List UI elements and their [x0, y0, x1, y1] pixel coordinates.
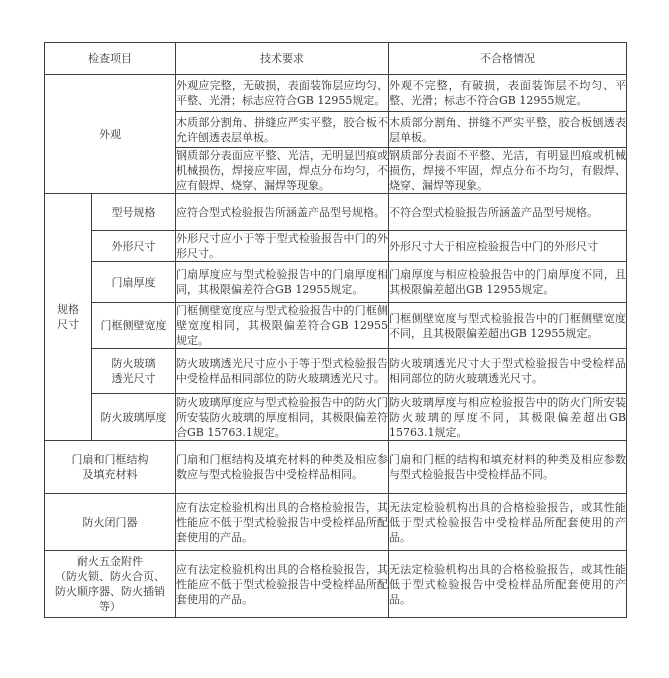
spec-tech-outline-size: 外形尺寸应小于等于型式检验报告中门的外形尺寸。: [176, 232, 388, 260]
table-row: [45, 75, 627, 112]
spec-name-outline-size: 外形尺寸: [92, 231, 176, 262]
fire-door-inspection-table: [44, 42, 627, 618]
spec-fail-frame-width: 门框侧壁宽度与型式检验报告中的门框侧壁宽度不同，且其极限偏差超出GB 12955规定。: [389, 303, 627, 349]
spec-tech-model: 应符合型式检验报告所涵盖产品型号规格。: [176, 194, 389, 231]
hardware-fail: 无法定检验机构出具的合格检验报告，或其性能低于型式检验报告中受检样品所配套使用的产品。: [389, 551, 627, 618]
spec-fail-glass-light-size: 防火玻璃透光尺寸大于型式检验报告中受检样品相同部位的防火玻璃透光尺寸。: [389, 349, 627, 394]
hardware-tech: 应有法定检验机构出具的合格检验报告，其性能应不低于型式检验报告中受检样品所配套使用的产品。: [176, 551, 389, 618]
structure-filling-tech: 门扇和门框结构及填充材料的种类及相应参数应与型式检验报告中受检样品相同。: [176, 441, 389, 494]
spec-fail-glass-thickness: 防火玻璃厚度与相应检验报告中的防火门所安装防火玻璃的厚度不同，其极限偏差超出GB 15763.1规定。: [389, 395, 626, 439]
appearance-fail-1: 外观不完整，有破损，表面装饰层不均匀、平整、光滑；标志不符合GB 12955规定。: [389, 75, 627, 112]
spec-tech-frame-width: 门框侧壁宽度应与型式检验报告中的门框侧壁宽度相同，其极限偏差符合GB 12955 规定。: [176, 304, 388, 347]
table-row: [45, 494, 627, 551]
hardware-label: 耐火五金附件 （防火锁、防火合页、 防火顺序器、防火插销 等）: [45, 551, 176, 618]
appearance-fail-3: 钢质部分表面不平整、光洁，有明显凹痕或机械损伤，焊接不牢固，焊点分布不均匀，有假焊、烧穿、漏焊等现象。: [389, 149, 626, 192]
header-inspection-item: 检查项目: [45, 43, 176, 75]
table-row: [45, 441, 627, 494]
header-technical-requirement: 技术要求: [176, 43, 389, 75]
structure-filling-fail: 门扇和门框的结构和填充材料的种类及相应参数与型式检验报告中受检样品不同。: [389, 441, 627, 494]
spec-fail-model: 不符合型式检验报告所涵盖产品型号规格。: [389, 194, 627, 231]
appearance-tech-3: 钢质部分表面应平整、光洁，无明显凹痕或机械损伤，焊接应牢固，焊点分布均匀，不应有假焊、烧穿、漏焊等现象。: [176, 149, 388, 192]
spec-fail-leaf-thickness: 门扇厚度与相应检验报告中的门扇厚度不同，且其极限偏差超出GB 12955规定。: [389, 262, 627, 303]
table-row: [45, 231, 627, 262]
appearance-fail-2: 木质部分割角、拼缝不严实平整，胶合板刨透表层单板。: [389, 112, 627, 148]
table-row: [45, 349, 627, 394]
spec-name-frame-width: 门框侧壁宽度: [92, 303, 176, 349]
header-nonconforming-situation: 不合格情况: [389, 43, 627, 75]
spec-tech-leaf-thickness: 门扇厚度应与型式检验报告中的门扇厚度相同，其极限偏差符合GB 12955规定。: [176, 262, 389, 303]
door-closer-tech: 应有法定检验机构出具的合格检验报告，其性能应不低于型式检验报告中受检样品所配套使用的产品。: [176, 494, 389, 551]
table-row: [45, 262, 627, 303]
appearance-tech-1: 外观应完整，无破损，表面装饰层应均匀、平整、光滑；标志应符合GB 12955规定。: [176, 75, 389, 112]
door-closer-label: 防火闭门器: [45, 494, 176, 551]
spec-name-glass-thickness: 防火玻璃厚度: [92, 394, 176, 441]
door-closer-fail: 无法定检验机构出具的合格检验报告，或其性能低于型式检验报告中受检样品所配套使用的产品。: [389, 494, 627, 551]
structure-filling-label: 门扇和门框结构 及填充材料: [45, 441, 176, 494]
spec-tech-glass-thickness: 防火玻璃厚度应与型式检验报告中的防火门所安装防火玻璃的厚度相同，其极限偏差符合GB 15763.1规定。: [176, 395, 388, 439]
spec-section-label: 规格 尺寸: [45, 194, 92, 441]
spec-name-model: 型号规格: [92, 194, 176, 231]
table-row: [45, 394, 627, 441]
spec-name-leaf-thickness: 门扇厚度: [92, 262, 176, 303]
appearance-tech-2: 木质部分割角、拼缝应严实平整，胶合板不允许刨透表层单板。: [176, 112, 389, 148]
table-header-row: [45, 43, 627, 75]
table-row: [45, 551, 627, 618]
spec-tech-glass-light-size: 防火玻璃透光尺寸应小于等于型式检验报告中受检样品相同部位的防火玻璃透光尺寸。: [176, 349, 389, 394]
spec-name-glass-light-size: 防火玻璃 透光尺寸: [92, 349, 176, 394]
table-row: [45, 194, 627, 231]
appearance-label: 外观: [45, 75, 176, 194]
spec-fail-outline-size: 外形尺寸大于相应检验报告中门的外形尺寸: [389, 231, 627, 262]
table-row: [45, 303, 627, 349]
